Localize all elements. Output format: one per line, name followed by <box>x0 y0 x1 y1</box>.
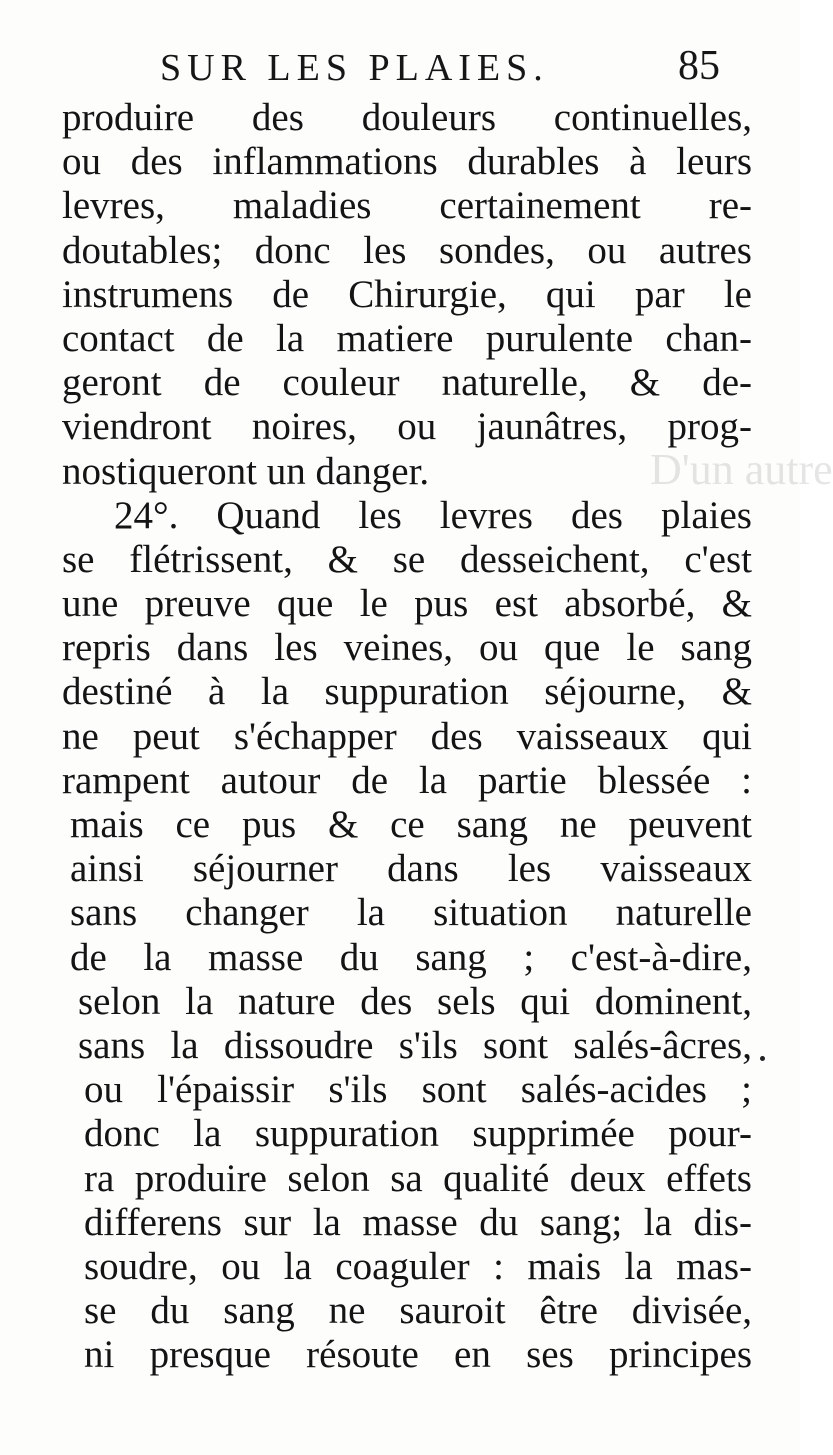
text-line: de la masse du sang ; c'est-à-dire, <box>70 935 752 979</box>
text-line: ou l'épaissir s'ils sont salés-acides ; <box>84 1068 752 1112</box>
text-line: geront de couleur naturelle, & de- <box>62 361 752 405</box>
running-title: SUR LES PLAIES. <box>160 47 549 89</box>
text-line: mais ce pus & ce sang ne peuvent <box>70 803 752 846</box>
text-line: ni presque résoute en ses principes <box>84 1333 752 1377</box>
text-line: une preuve que le pus est absorbé, & <box>62 582 752 626</box>
text-line: instrumens de Chirurgie, qui par le <box>62 272 752 316</box>
text-line: ainsi séjourner dans les vaisseaux <box>70 847 752 891</box>
text-line: viendront noires, ou jaunâtres, prog- <box>62 405 752 449</box>
ink-speck <box>760 1056 765 1061</box>
text-line: levres, maladies certainement re- <box>62 184 752 228</box>
text-line: sans changer la situation naturelle <box>70 891 752 935</box>
text-line: sans la dissoudre s'ils sont salés-âcres, <box>78 1023 752 1067</box>
text-line: nostiqueront un danger. <box>62 449 430 493</box>
text-line: rampent autour de la partie blessée : <box>62 758 752 802</box>
text-line: ne peut s'échapper des vaisseaux qui <box>62 714 752 758</box>
body-text <box>62 96 752 1377</box>
text-line: produire des douleurs continuelles, <box>62 96 752 139</box>
text-line: ra produire selon sa qualité deux effets <box>84 1156 752 1200</box>
text-line: donc la suppuration supprimée pour- <box>84 1112 752 1156</box>
page-number: 85 <box>678 43 720 89</box>
text-line: ou des inflammations durables à leurs <box>62 140 752 184</box>
text-line: destiné à la suppuration séjourne, & <box>62 670 752 714</box>
bleed-through-text: D'un autre <box>650 445 833 494</box>
text-line: soudre, ou la coaguler : mais la mas- <box>84 1244 752 1288</box>
page-header <box>160 43 720 96</box>
text-line: se flétrissent, & se desseichent, c'est <box>62 537 752 581</box>
text-line: doutables; donc les sondes, ou autres <box>62 228 752 272</box>
text-line: se du sang ne sauroit être divisée, <box>84 1289 752 1333</box>
text-line: contact de la matiere purulente chan- <box>62 316 752 360</box>
text-line: differens sur la masse du sang; la dis- <box>84 1200 752 1244</box>
text-line: repris dans les veines, ou que le sang <box>62 626 752 670</box>
paragraph-start-line: 24°. Quand les levres des plaies <box>114 493 752 537</box>
text-line: selon la nature des sels qui dominent, <box>78 979 752 1023</box>
